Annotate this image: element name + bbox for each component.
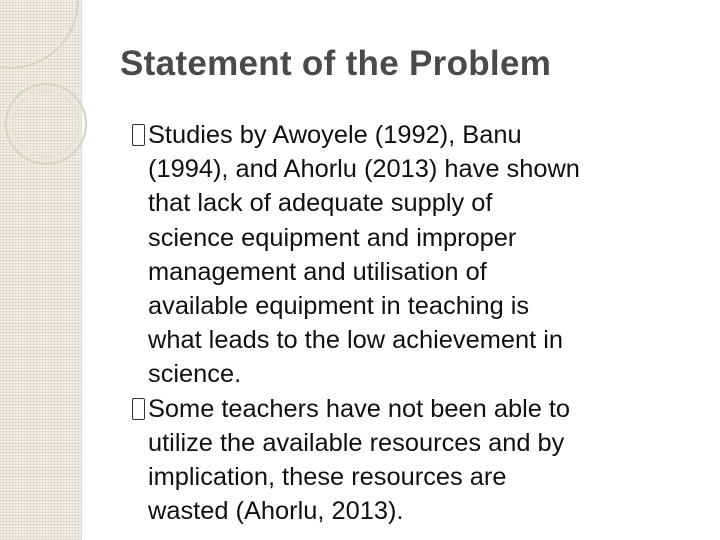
deco-circle-inner <box>13 91 79 157</box>
bullet-line: management and utilisation of <box>148 257 487 286</box>
bullet-box-icon <box>131 118 148 152</box>
bullet-line: that lack of adequate supply of <box>148 189 493 218</box>
deco-circle-large <box>0 0 78 68</box>
bullet-line: utilize the available resources and by <box>148 428 565 457</box>
bullet-line: implication, these resources are <box>148 463 507 492</box>
bullet-line: science equipment and improper <box>148 223 517 252</box>
bullet-line: science. <box>148 360 242 389</box>
bullet-box-icon <box>131 392 148 426</box>
slide-title: Statement of the Problem <box>120 44 552 83</box>
bullet-line: what leads to the low achievement in <box>148 326 563 355</box>
bullet-item <box>131 392 716 529</box>
bullet-line: Studies by Awoyele (1992), Banu <box>148 121 522 149</box>
bullet-item <box>131 118 716 392</box>
deco-circle-medium <box>6 84 86 164</box>
bullet-line: Some teachers have not been able to <box>148 394 571 423</box>
bullet-line: (1994), and Ahorlu (2013) have shown <box>148 155 580 184</box>
bullet-line: wasted (Ahorlu, 2013). <box>148 497 404 526</box>
bullet-list <box>131 118 716 528</box>
bullet-line: available equipment in teaching is <box>148 292 530 321</box>
